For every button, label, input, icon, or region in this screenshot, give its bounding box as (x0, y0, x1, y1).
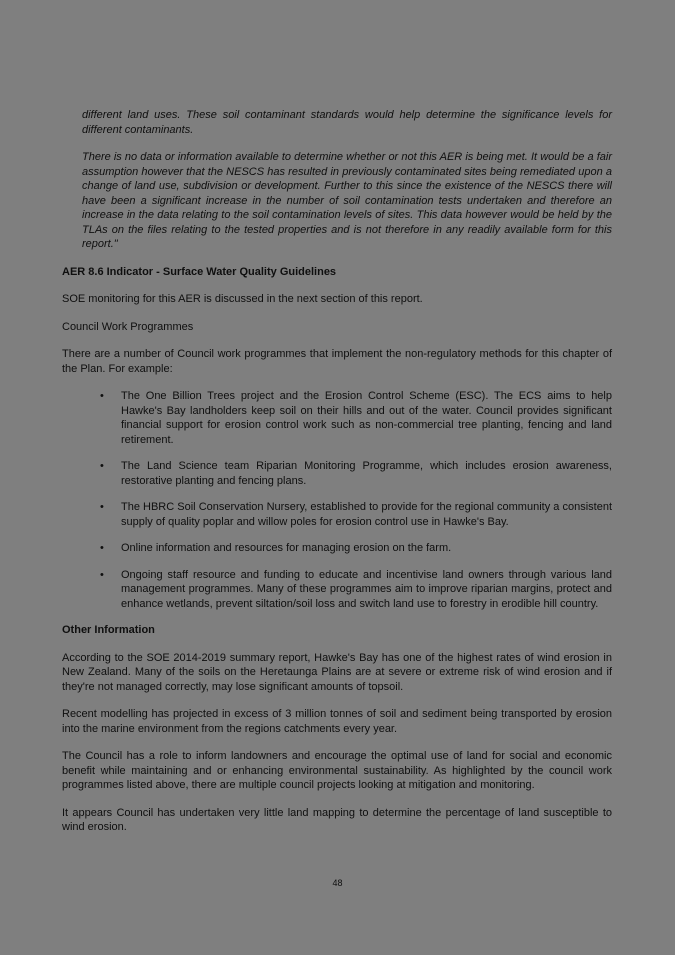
list-item-text: Online information and resources for managing erosion on the farm. (121, 542, 452, 554)
council-intro-paragraph: There are a number of Council work programmes that implement the non-regulatory methods for this chapter of the Plan. For example: (62, 348, 612, 375)
list-item (100, 500, 612, 529)
bullet-icon: • (100, 568, 104, 581)
list-item-text: The One Billion Trees project and the Erosion Control Scheme (ESC). The ECS aims to help Hawke's Bay landholders keep soil on their hills and out of the water. Council provides significant financial support for erosion control work such as non-commercial tree planting, fencing and land retirement. (121, 390, 612, 446)
list-item (100, 541, 612, 556)
bullet-icon: • (100, 390, 104, 402)
list-item-text: Ongoing staff resource and funding to educate and incentivise land owners through various land management programmes. Many of these programmes aim to improve riparian margins, protect and enhance wetlands, prevent siltation/soil loss and switch land use to forestry in erodible hill country. (121, 568, 612, 610)
other-info-paragraph-3: The Council has a role to inform landowners and encourage the optimal use of land for social and economic benefit while maintaining and or enhancing environmental sustainability. As highlighted by the council work programmes listed above, there are multiple council projects looking at mitigation and monitoring. (62, 750, 612, 791)
council-work-programmes-heading: Council Work Programmes (62, 320, 194, 333)
soe-monitoring-paragraph: SOE monitoring for this AER is discussed in the next section of this report. (62, 293, 423, 305)
other-info-paragraph-4: It appears Council has undertaken very little land mapping to determine the percentage of land susceptible to wind erosion. (62, 806, 612, 833)
bullet-icon: • (100, 501, 104, 513)
list-item (100, 389, 612, 447)
page-number: 48 (332, 878, 343, 888)
list-item (100, 568, 612, 612)
quote-paragraph-2: There is no data or information available to determine whether or not this AER is being met. It would be a fair assumption however that the NESCS has resulted in previously contaminated sites being remediated upon a change of land use, subdivision or development. Further to this since the existence of the NESCS there will have been a significant increase in the number of soil contamination tests undertaken and therefore an increase in the data relating to the soil contamination levels of sites. This data however would be held by the TLAs on the files relating to the tested properties and is not therefore in any readily available form for this report." (82, 151, 612, 250)
bullet-icon: • (100, 460, 104, 472)
list-item-text: The Land Science team Riparian Monitoring Programme, which includes erosion awareness, restorative planting and fencing plans. (121, 460, 612, 487)
list-item (100, 459, 612, 488)
quote-paragraph-1: different land uses. These soil contaminant standards would help determine the significance levels for different contaminants. (82, 109, 612, 136)
other-information-heading: Other Information (62, 624, 155, 636)
page-content (62, 108, 612, 848)
council-programmes-list (100, 389, 612, 611)
list-item-text: The HBRC Soil Conservation Nursery, established to provide for the regional community a consistent supply of quality poplar and willow poles for erosion control use in Hawke's Bay. (121, 501, 612, 528)
other-info-paragraph-1: According to the SOE 2014-2019 summary report, Hawke's Bay has one of the highest rates of wind erosion in New Zealand. Many of the soils on the Heretaunga Plains are at severe or extreme risk of wind erosion and if they're not managed correctly, may lose significant amounts of topsoil. (62, 651, 612, 693)
aer-indicator-heading: AER 8.6 Indicator - Surface Water Quality Guidelines (62, 265, 337, 278)
bullet-icon: • (100, 542, 104, 554)
other-info-paragraph-2: Recent modelling has projected in excess of 3 million tonnes of soil and sediment being transported by erosion into the marine environment from the regions catchments every year. (62, 708, 612, 735)
